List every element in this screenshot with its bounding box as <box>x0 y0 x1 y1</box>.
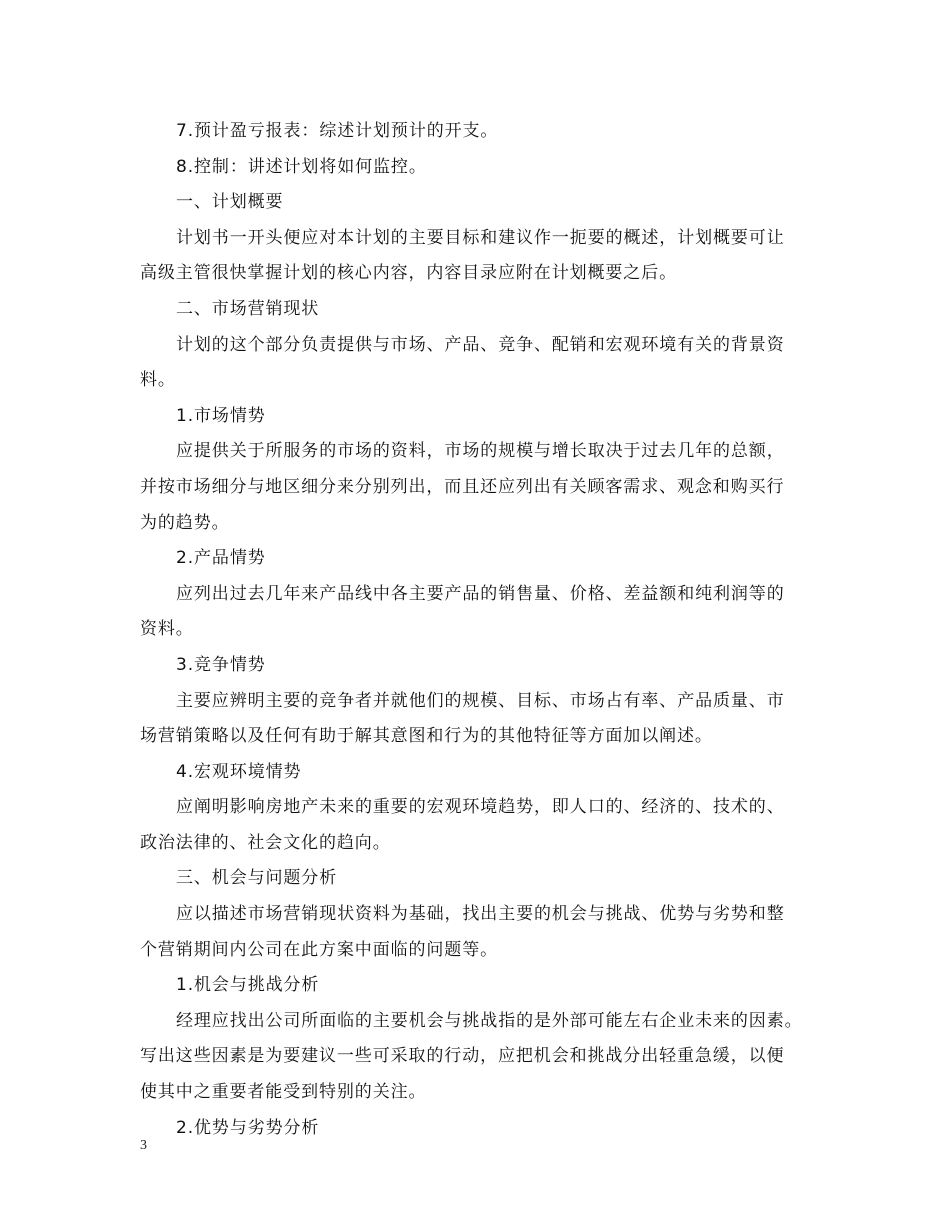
text-line: 政治法律的、社会文化的趋向。 <box>140 832 391 853</box>
text-line: 8.控制：讲述计划将如何监控。 <box>176 156 427 177</box>
paragraph-p19 <box>140 1111 820 1147</box>
text-line: 2.优势与劣势分析 <box>176 1117 320 1138</box>
text-line: 应提供关于所服务的市场的资料，市场的规模与增长取决于过去几年的总额， <box>176 441 785 462</box>
text-line: 料。 <box>140 370 176 391</box>
text-line: 资料。 <box>140 619 194 640</box>
paragraph-p9 <box>140 541 820 577</box>
paragraph-p14 <box>140 790 820 861</box>
paragraph-p13 <box>140 755 820 791</box>
text-line: 二、市场营销现状 <box>176 298 320 319</box>
paragraph-p3 <box>140 185 820 221</box>
paragraph-p4 <box>140 221 820 292</box>
paragraph-p2 <box>140 150 820 186</box>
text-line: 三、机会与问题分析 <box>176 868 338 889</box>
text-line: 计划的这个部分负责提供与市场、产品、竞争、配销和宏观环境有关的背景资 <box>176 334 785 355</box>
document-body <box>140 114 820 1146</box>
paragraph-p1 <box>140 114 820 150</box>
text-line: 应以描述市场营销现状资料为基础，找出主要的机会与挑战、优势与劣势和整 <box>176 904 785 925</box>
paragraph-p5 <box>140 292 820 328</box>
paragraph-p8 <box>140 434 820 541</box>
text-line: 7.预计盈亏报表：综述计划预计的开支。 <box>176 121 499 141</box>
paragraph-p12 <box>140 684 820 755</box>
paragraph-p18 <box>140 1004 820 1111</box>
paragraph-p7 <box>140 399 820 435</box>
paragraph-p11 <box>140 648 820 684</box>
text-line: 一、计划概要 <box>176 192 284 213</box>
text-line: 应列出过去几年来产品线中各主要产品的销售量、价格、差益额和纯利润等的 <box>176 583 785 604</box>
text-line: 3.竞争情势 <box>176 654 266 675</box>
paragraph-p6 <box>140 328 820 399</box>
text-line: 并按市场细分与地区细分来分别列出，而且还应列出有关顾客需求、观念和购买行 <box>140 476 785 497</box>
page-number: 3 <box>140 1138 147 1153</box>
text-line: 高级主管很快掌握计划的核心内容，内容目录应附在计划概要之后。 <box>140 263 677 284</box>
text-line: 个营销期间内公司在此方案中面临的问题等。 <box>140 939 498 960</box>
text-line: 应阐明影响房地产未来的重要的宏观环境趋势，即人口的、经济的、技术的、 <box>176 797 785 818</box>
paragraph-p15 <box>140 861 820 897</box>
paragraph-p10 <box>140 577 820 648</box>
text-line: 2.产品情势 <box>176 548 266 569</box>
paragraph-p17 <box>140 968 820 1004</box>
paragraph-p16 <box>140 897 820 968</box>
text-line: 使其中之重要者能受到特别的关注。 <box>140 1082 427 1103</box>
text-line: 1.机会与挑战分析 <box>176 975 320 996</box>
text-line: 计划书一开头便应对本计划的主要目标和建议作一扼要的概述，计划概要可让 <box>176 227 785 248</box>
text-line: 主要应辨明主要的竞争者并就他们的规模、目标、市场占有率、产品质量、市 <box>176 690 785 711</box>
text-line: 1.市场情势 <box>176 405 266 426</box>
text-line: 场营销策略以及任何有助于解其意图和行为的其他特征等方面加以阐述。 <box>140 726 713 747</box>
text-line: 为的趋势。 <box>140 512 230 533</box>
text-line: 经理应找出公司所面临的主要机会与挑战指的是外部可能左右企业未来的因素。 <box>176 1010 803 1031</box>
text-line: 写出这些因素是为要建议一些可采取的行动，应把机会和挑战分出轻重急缓，以便 <box>140 1046 785 1067</box>
text-line: 4.宏观环境情势 <box>176 761 302 782</box>
